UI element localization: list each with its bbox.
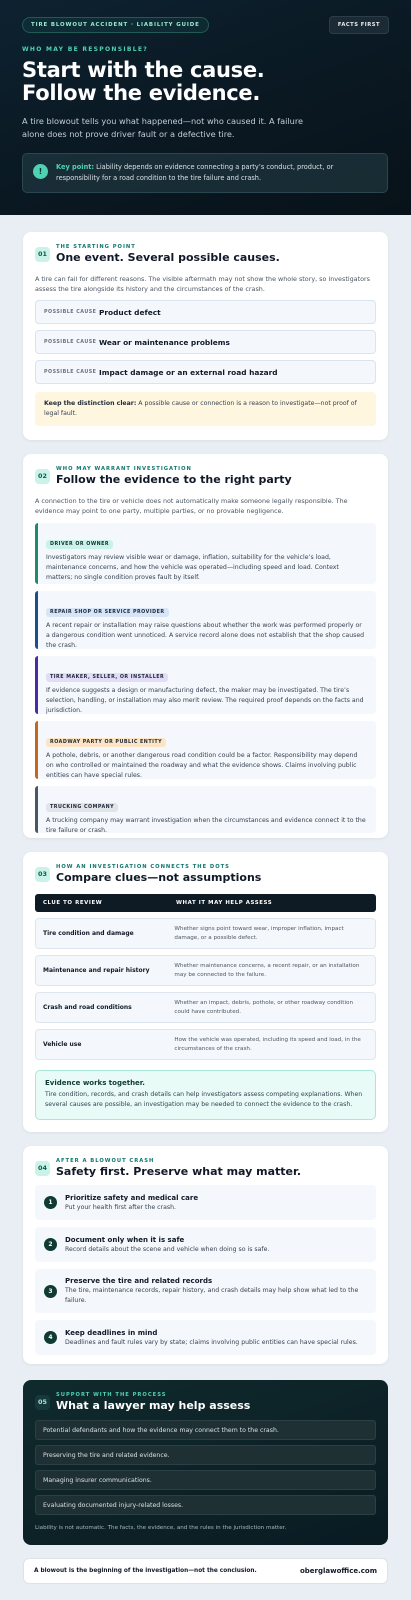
table-row xyxy=(35,955,376,986)
section-title: Follow the evidence to the right party xyxy=(56,473,292,486)
step-item xyxy=(35,1269,376,1313)
step-text: Deadlines and fault rules vary by state; claims involving public entities can have special rules. xyxy=(65,1338,358,1346)
step-text: Record details about the scene and vehicle when doing so is safe. xyxy=(65,1245,270,1253)
assess-cell: Whether maintenance concerns, a recent repair, or an installation may be connected to the failure. xyxy=(174,962,360,978)
section-number: 05 xyxy=(35,1395,50,1410)
section-description: A connection to the tire or vehicle does not automatically make someone legally responsible. The evidence may point to one party, multiple parties, or no provable negligence. xyxy=(35,497,348,515)
section-title: Safety first. Preserve what may matter. xyxy=(56,1165,302,1178)
section-parties xyxy=(23,454,388,838)
help-item: Evaluating documented injury-related losses. xyxy=(35,1495,376,1515)
section-header xyxy=(35,244,376,264)
section-number: 04 xyxy=(35,1161,50,1176)
hero-top-bar xyxy=(22,16,389,34)
assess-cell: Whether an impact, debris, pothole, or other roadway condition could have contributed. xyxy=(174,999,353,1015)
help-item: Preserving the tire and related evidence. xyxy=(35,1445,376,1465)
party-tag: TRUCKING COMPANY xyxy=(46,803,118,812)
step-number: 4 xyxy=(44,1331,57,1344)
party-tag: ROADWAY PARTY OR PUBLIC ENTITY xyxy=(46,738,166,747)
section-number: 01 xyxy=(35,247,50,262)
party-tag: DRIVER OR OWNER xyxy=(46,540,113,549)
party-text: If evidence suggests a design or manufacturing defect, the maker may be investigated. The tire’s selection, handling, or installation may also merit review. The required proof depends on the facts and jurisdiction. xyxy=(46,687,364,714)
evidence-text: Tire condition, records, and crash details can help investigators assess competing explanations. When several causes are possible, an investigation may be needed to connect the evidence to the crash. xyxy=(45,1091,363,1108)
party-tag: TIRE MAKER, SELLER, OR INSTALLER xyxy=(46,673,168,682)
cause-tag: POSSIBLE CAUSE xyxy=(44,309,97,315)
party-text: A pothole, debris, or another dangerous road condition could be a factor. Responsibility may depend on who controlled or maintained the roadway and what the evidence shows. Claims involving public entities can have special rules. xyxy=(46,752,358,779)
step-number: 1 xyxy=(44,1196,57,1209)
section-number: 03 xyxy=(35,867,50,882)
help-list xyxy=(35,1420,376,1515)
clue-cell: Maintenance and repair history xyxy=(43,967,150,974)
step-title: Document only when it is safe xyxy=(65,1235,185,1244)
distinction-warning xyxy=(35,392,376,426)
section-title: One event. Several possible causes. xyxy=(56,251,280,264)
section-description: A tire can fail for different reasons. The visible aftermath may not show the whole story, so investigators assess the tire alongside its history and the circumstances of the crash. xyxy=(35,275,370,293)
key-point-text xyxy=(56,162,377,184)
title-line-2: Follow the evidence. xyxy=(22,81,261,105)
section-lawyer-help xyxy=(23,1380,388,1545)
cause-tag: POSSIBLE CAUSE xyxy=(44,369,97,375)
section-kicker: THE STARTING POINT xyxy=(56,244,136,250)
hero xyxy=(0,0,411,215)
party-tag: REPAIR SHOP OR SERVICE PROVIDER xyxy=(46,608,169,617)
cause-item xyxy=(35,300,376,324)
evidence-title: Evidence works together. xyxy=(45,1079,145,1087)
section-header xyxy=(35,864,376,884)
column-header-assess: WHAT IT MAY HELP ASSESS xyxy=(176,900,273,906)
cause-tag: POSSIBLE CAUSE xyxy=(44,339,97,345)
key-point-callout xyxy=(22,153,388,193)
hero-subtitle: A tire blowout tells you what happened—not who caused it. A failure alone does not prove driver fault or a defective tire. xyxy=(22,116,304,139)
page-title xyxy=(22,59,389,105)
section-header xyxy=(35,1158,376,1178)
footer xyxy=(23,1558,388,1584)
section-after-crash xyxy=(23,1146,388,1364)
clue-cell: Vehicle use xyxy=(43,1041,82,1048)
party-text: A trucking company may warrant investigation when the circumstances and evidence connect it to the tire failure or crash. xyxy=(46,817,366,834)
step-text: Put your health first after the crash. xyxy=(65,1203,177,1211)
party-card-roadway xyxy=(35,721,376,779)
evidence-callout xyxy=(35,1070,376,1120)
warning-text: A possible cause or connection is a reason to investigate—not proof of legal fault. xyxy=(44,400,357,417)
clue-cell: Tire condition and damage xyxy=(43,930,134,937)
section-kicker: SUPPORT WITH THE PROCESS xyxy=(56,1392,167,1398)
section-possible-causes xyxy=(23,232,388,440)
step-item xyxy=(35,1320,376,1355)
steps-list xyxy=(35,1185,376,1355)
footer-tagline: A blowout is the beginning of the investigation—not the conclusion. xyxy=(34,1568,257,1574)
guide-tag: TIRE BLOWOUT ACCIDENT · LIABILITY GUIDE xyxy=(22,17,209,33)
step-text: The tire, maintenance records, repair history, and crash details may help show what led to the failure. xyxy=(65,1287,359,1304)
clues-table-header xyxy=(35,894,376,912)
liability-note: Liability is not automatic. The facts, the evidence, and the rules in the jurisdiction matter. xyxy=(35,1525,287,1531)
party-card-trucking xyxy=(35,786,376,833)
section-title: What a lawyer may help assess xyxy=(56,1399,251,1412)
step-item xyxy=(35,1227,376,1262)
warning-label: Keep the distinction clear: xyxy=(44,400,137,407)
table-row xyxy=(35,1029,376,1060)
cause-item xyxy=(35,360,376,384)
assess-cell: How the vehicle was operated, including its speed and load, in the circumstances of the crash. xyxy=(174,1036,361,1052)
facts-first-badge: FACTS FIRST xyxy=(329,16,389,34)
cause-label: Impact damage or an external road hazard xyxy=(99,367,278,377)
help-item: Potential defendants and how the evidence may connect them to the crash. xyxy=(35,1420,376,1440)
step-number: 2 xyxy=(44,1238,57,1251)
hero-kicker: WHO MAY BE RESPONSIBLE? xyxy=(22,46,149,53)
party-card-repair-shop xyxy=(35,591,376,649)
causes-list xyxy=(35,300,376,384)
party-text: Investigators may review visible wear or damage, inflation, suitability for the vehicle’s load, maintenance concerns, and how the vehicle was operated—including speed and load. Context matters; no single condition proves fault by itself. xyxy=(46,554,339,581)
key-point-body: Liability depends on evidence connecting a party’s conduct, product, or responsibility for a road condition to the tire failure and crash. xyxy=(56,163,334,182)
step-title: Preserve the tire and related records xyxy=(65,1277,213,1285)
assess-cell: Whether signs point toward wear, improper inflation, impact damage, or a possible defect. xyxy=(174,925,344,941)
party-text: A recent repair or installation may raise questions about whether the work was performed properly or a dangerous condition went unnoticed. A service record alone does not establish that the shop caused the crash. xyxy=(46,622,365,649)
title-line-1: Start with the cause. xyxy=(22,58,265,82)
section-title: Compare clues—not assumptions xyxy=(56,871,262,884)
section-header xyxy=(35,466,376,486)
party-card-driver xyxy=(35,523,376,584)
cause-label: Product defect xyxy=(99,307,161,317)
section-clues xyxy=(23,852,388,1132)
exclamation-icon: ! xyxy=(33,164,48,179)
step-title: Keep deadlines in mind xyxy=(65,1328,158,1337)
section-number: 02 xyxy=(35,469,50,484)
help-item: Managing insurer communications. xyxy=(35,1470,376,1490)
step-title: Prioritize safety and medical care xyxy=(65,1193,199,1202)
cause-item xyxy=(35,330,376,354)
step-item xyxy=(35,1185,376,1220)
column-header-clue: CLUE TO REVIEW xyxy=(43,900,103,906)
section-kicker: HOW AN INVESTIGATION CONNECTS THE DOTS xyxy=(56,864,230,870)
cause-label: Wear or maintenance problems xyxy=(99,337,230,347)
section-header xyxy=(35,1392,376,1412)
clue-cell: Crash and road conditions xyxy=(43,1004,132,1011)
footer-domain-link[interactable]: oberglawoffice.com xyxy=(299,1567,377,1575)
parties-list xyxy=(35,523,376,833)
clues-table-body xyxy=(35,918,376,1060)
party-card-tire-maker xyxy=(35,656,376,714)
section-kicker: WHO MAY WARRANT INVESTIGATION xyxy=(56,466,192,472)
table-row xyxy=(35,992,376,1023)
table-row xyxy=(35,918,376,949)
section-kicker: AFTER A BLOWOUT CRASH xyxy=(56,1158,155,1164)
step-number: 3 xyxy=(44,1285,57,1298)
key-point-label: Key point: xyxy=(56,163,95,171)
